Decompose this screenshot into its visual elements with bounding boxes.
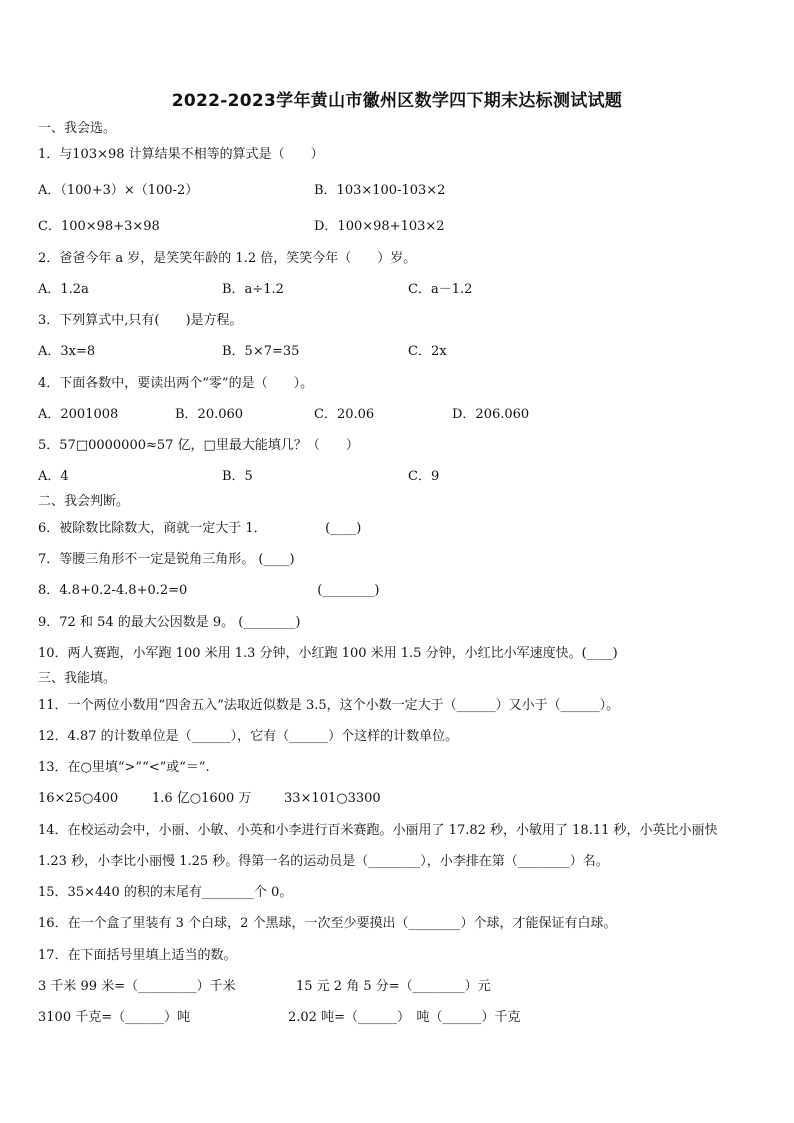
q13-expression-3: 33×101○3300 — [284, 791, 381, 806]
q3-option-c: C．2x — [408, 344, 447, 359]
q2-option-b: B．a÷1.2 — [222, 282, 284, 297]
q4-option-d: D．206.060 — [452, 407, 530, 422]
q1-option-c: C．100×98+3×98 — [38, 219, 160, 234]
q17-item-4: 2.02 吨=（______） 吨（______）千克 — [288, 1010, 521, 1025]
q2-option-a: A．1.2a — [38, 282, 89, 297]
question-14-line-1: 14．在校运动会中，小丽、小敏、小英和小李进行百米赛跑。小丽用了 17.82 秒，小敏用了 18.11 秒，小英比小丽快 — [38, 823, 718, 838]
q17-item-3: 3100 千克=（______）吨 — [38, 1010, 191, 1025]
q4-option-c: C．20.06 — [314, 407, 375, 422]
q13-expression-2: 1.6 亿○1600 万 — [152, 791, 252, 806]
q5-option-b: B．5 — [222, 469, 253, 484]
q13-expression-1: 16×25○400 — [38, 791, 119, 806]
question-9: 9．72 和 54 的最大公因数是 9。 (________) — [38, 615, 301, 630]
q2-option-c: C．a－1.2 — [408, 282, 473, 297]
q3-option-a: A．3x=8 — [38, 344, 96, 359]
question-17: 17．在下面括号里填上适当的数。 — [38, 948, 237, 963]
question-4: 4．下面各数中，要读出两个“零”的是（ ）。 — [38, 376, 314, 391]
question-5: 5．57□0000000≈57 亿，□里最大能填几？（ ） — [38, 438, 359, 453]
question-11: 11．一个两位小数用“四舍五入”法取近似数是 3.5，这个小数一定大于（______）又小于（______）。 — [38, 698, 620, 713]
section-heading-1: 一、我会选。 — [38, 121, 117, 136]
q17-item-1: 3 千米 99 米=（_________）千米 — [38, 979, 236, 994]
question-15: 15．35×440 的积的末尾有________个 0。 — [38, 885, 293, 900]
q17-item-2: 15 元 2 角 5 分=（________）元 — [296, 979, 491, 994]
page-title: 2022-2023学年黄山市徽州区数学四下期末达标测试试题 — [171, 91, 623, 111]
q4-option-b: B．20.060 — [175, 407, 244, 422]
question-1: 1．与103×98 计算结果不相等的算式是（ ） — [38, 147, 324, 162]
question-13: 13．在○里填“>”“<”或“＝”. — [38, 760, 210, 775]
q1-option-d: D．100×98+103×2 — [314, 219, 445, 234]
q1-option-b: B．103×100-103×2 — [314, 183, 446, 198]
question-6: 6．被除数比除数大，商就一定大于 1． (____) — [38, 521, 362, 536]
question-10: 10．两人赛跑，小军跑 100 米用 1.3 分钟，小红跑 100 米用 1.5 分钟，小红比小军速度快。(____) — [38, 646, 618, 661]
question-8: 8．4.8+0.2-4.8+0.2=0 (________) — [38, 583, 380, 598]
question-7: 7．等腰三角形不一定是锐角三角形。 (____) — [38, 552, 295, 567]
question-14-line-2: 1.23 秒，小李比小丽慢 1.25 秒。得第一名的运动员是（________），小李排在第（________）名。 — [38, 854, 609, 869]
q1-option-a: A．（100+3）×（100-2） — [38, 183, 199, 198]
section-heading-2: 二、我会判断。 — [38, 494, 130, 509]
question-3: 3．下列算式中,只有( )是方程。 — [38, 313, 243, 328]
q3-option-b: B．5×7=35 — [222, 344, 300, 359]
q4-option-a: A．2001008 — [38, 407, 119, 422]
question-12: 12．4.87 的计数单位是（______），它有（______）个这样的计数单位。 — [38, 729, 459, 744]
section-heading-3: 三、我能填。 — [38, 671, 117, 686]
q5-option-a: A．4 — [38, 469, 69, 484]
question-16: 16．在一个盒了里装有 3 个白球，2 个黑球，一次至少要摸出（________）个球，才能保证有白球。 — [38, 916, 617, 931]
question-2: 2．爸爸今年 a 岁，是笑笑年龄的 1.2 倍，笑笑今年（ ）岁。 — [38, 251, 417, 266]
q5-option-c: C．9 — [408, 469, 440, 484]
